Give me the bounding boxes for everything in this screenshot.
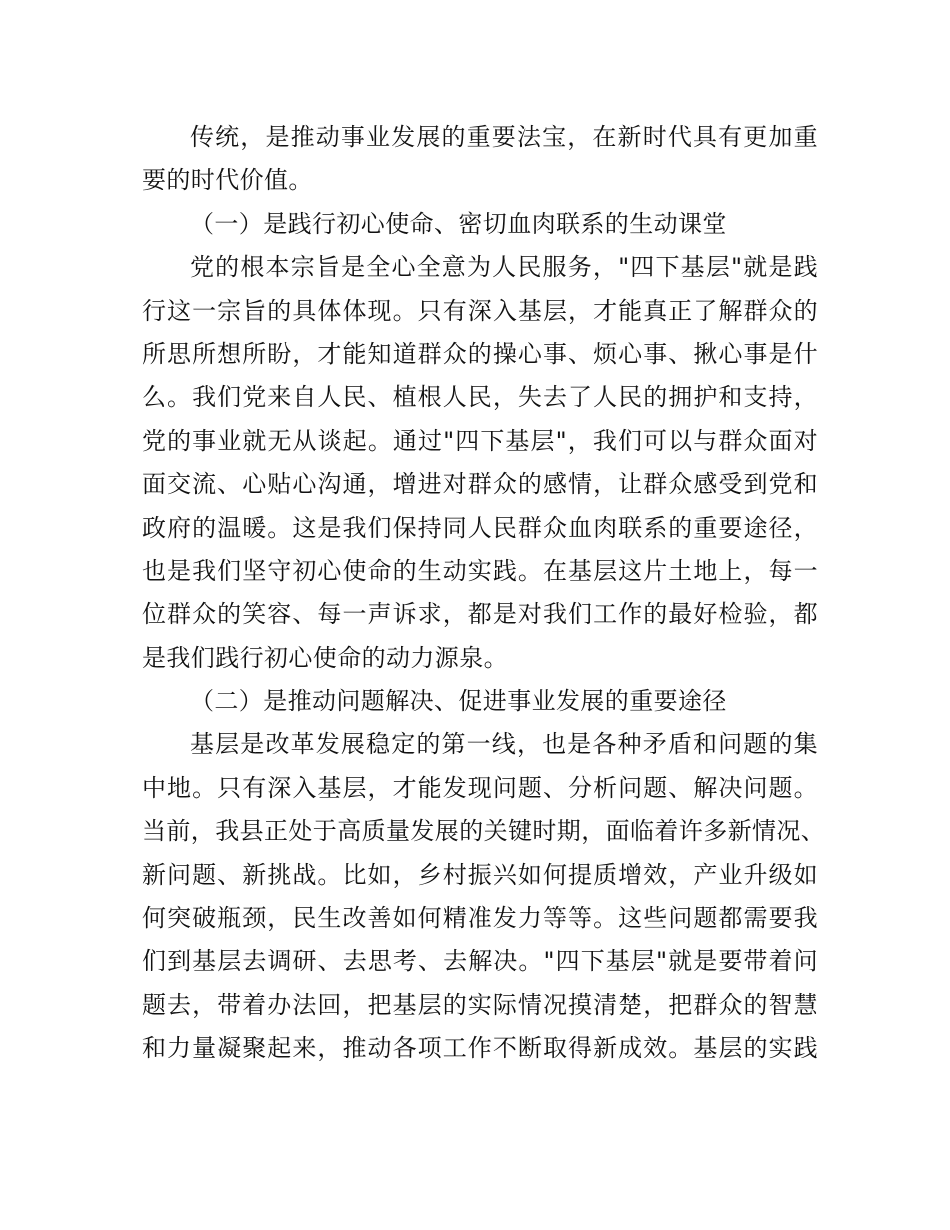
document-body: [142, 116, 826, 1071]
paragraph-line: 题去，带着办法回，把基层的实际情况摸清楚，把群众的智慧: [142, 990, 818, 1019]
paragraph-line: 是我们践行初心使命的动力源泉。: [142, 643, 508, 672]
paragraph-line: 传统，是推动事业发展的重要法宝，在新时代具有更加重: [190, 123, 818, 151]
paragraph-line: 当前，我县正处于高质量发展的关键时期，面临着许多新情况、: [142, 817, 826, 846]
paragraph-line: 么。我们党来自人民、植根人民，失去了人民的拥护和支持，: [142, 383, 818, 412]
paragraph-line: 基层是改革发展稳定的第一线，也是各种矛盾和问题的集: [190, 730, 818, 759]
paragraph-line: 政府的温暖。这是我们保持同人民群众血肉联系的重要途径，: [142, 513, 818, 542]
paragraph-line: 也是我们坚守初心使命的生动实践。在基层这片土地上，每一: [142, 556, 818, 585]
paragraph-line: 新问题、新挑战。比如，乡村振兴如何提质增效，产业升级如: [142, 860, 818, 889]
paragraph-line: 何突破瓶颈，民生改善如何精准发力等等。这些问题都需要我: [142, 904, 818, 933]
paragraph-line: 中地。只有深入基层，才能发现问题、分析问题、解决问题。: [142, 773, 818, 802]
paragraph-line: 党的事业就无从谈起。通过"四下基层"，我们可以与群众面对: [142, 426, 818, 455]
paragraph-line: 和力量凝聚起来，推动各项工作不断取得新成效。基层的实践: [142, 1034, 818, 1063]
paragraph-line: 党的根本宗旨是全心全意为人民服务，"四下基层"就是践: [190, 253, 818, 282]
paragraph-line: 要的时代价值。: [142, 166, 313, 195]
paragraph-line: 面交流、心贴心沟通，增进对群众的感情，让群众感受到党和: [142, 470, 818, 499]
section-heading: （一）是践行初心使命、密切血肉联系的生动课堂: [190, 209, 727, 238]
paragraph-line: 行这一宗旨的具体体现。只有深入基层，才能真正了解群众的: [142, 296, 818, 325]
paragraph-line: 们到基层去调研、去思考、去解决。"四下基层"就是要带着问: [142, 947, 818, 976]
section-heading: （二）是推动问题解决、促进事业发展的重要途径: [190, 687, 727, 716]
paragraph-line: 位群众的笑容、每一声诉求，都是对我们工作的最好检验，都: [142, 600, 818, 629]
paragraph-line: 所思所想所盼，才能知道群众的操心事、烦心事、揪心事是什: [142, 339, 818, 368]
